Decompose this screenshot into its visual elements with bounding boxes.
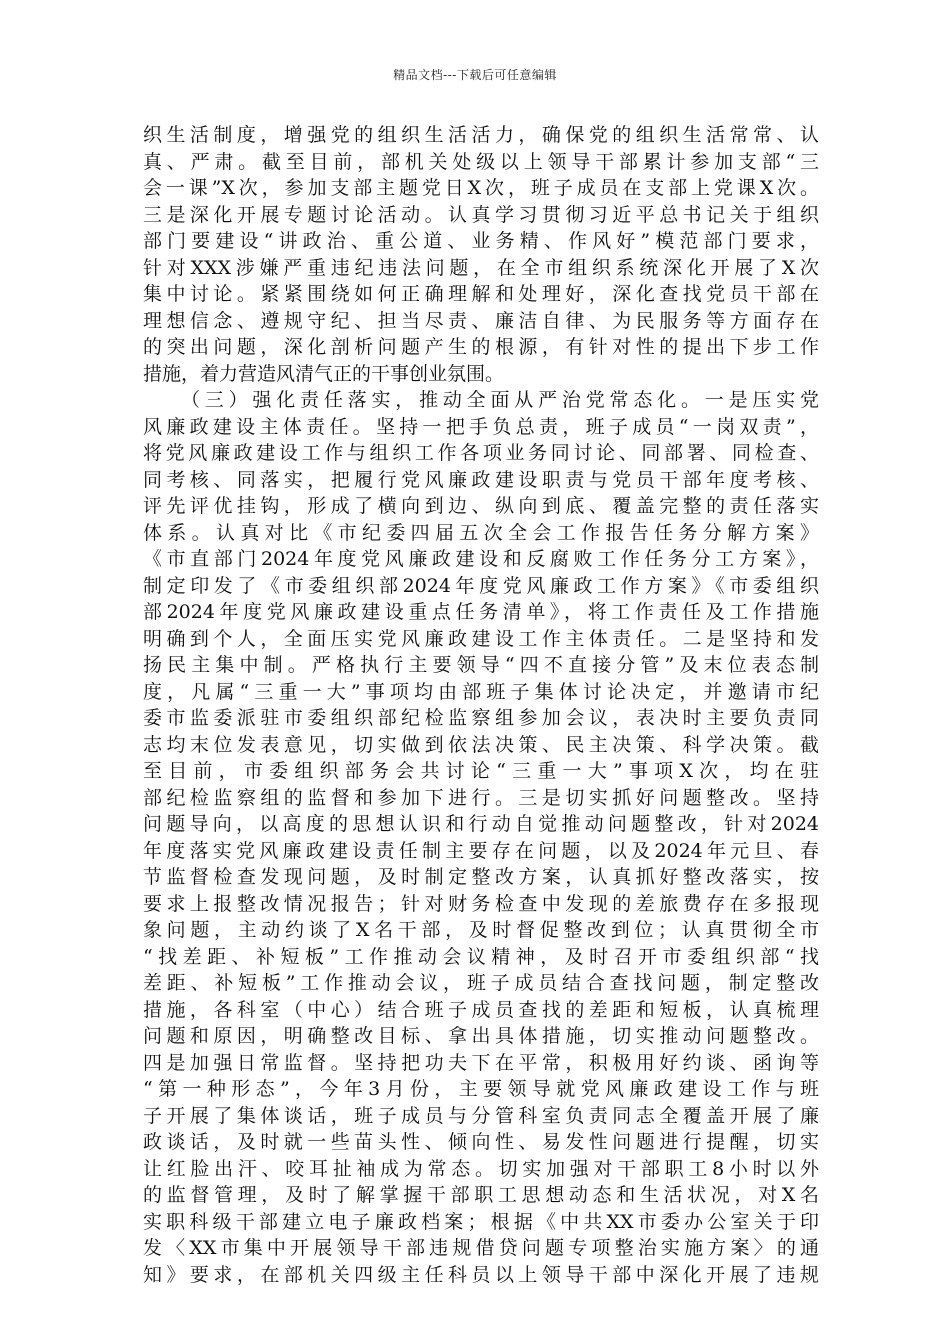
- text-line: 评先评优挂钩，形成了横向到边、纵向到底、覆盖完整的责任落实: [143, 495, 819, 517]
- text-line: 真、严肃。截至目前，部机关处级以上领导干部累计参加支部“三: [143, 150, 819, 173]
- text-line: 同考核、同落实，把履行党风廉政建设职责与党员干部年度考核、: [143, 468, 819, 491]
- text-line: 制定印发了《市委组织部2024年度党风廉政工作方案》《市委组织: [143, 574, 819, 597]
- text-line: 三是深化开展专题讨论活动。认真学习贯彻习近平总书记关于组织: [143, 203, 819, 226]
- text-line: 知》要求，在部机关四级主任科员以上领导干部中深化开展了违规: [143, 1263, 819, 1286]
- text-line: 部纪检监察组的监督和参加下进行。三是切实抓好问题整改。坚持: [143, 786, 819, 809]
- text-line: 年度落实党风廉政建设责任制主要存在问题，以及2024年元旦、春: [143, 839, 819, 862]
- section-heading-line: （三）强化责任落实，推动全面从严治党常态化。一是压实党: [181, 389, 819, 411]
- text-line: 至目前，市委组织部务会共讨论“三重一大”事项X次，均在驻: [143, 760, 819, 782]
- text-line: 针对XXX涉嫌严重违纪违法问题，在全市组织系统深化开展了X次: [143, 256, 819, 279]
- text-line: 问题导向，以高度的思想认识和行动自觉推动问题整改，针对2024: [143, 813, 819, 835]
- text-line: 政谈话，及时就一些苗头性、倾向性、易发性问题进行提醒，切实: [143, 1131, 819, 1153]
- text-line: 将党风廉政建设工作与组织工作各项业务同讨论、同部署、同检查、: [143, 442, 819, 464]
- text-line: “找差距、补短板”工作推动会议精神，及时召开市委组织部“找: [143, 945, 819, 968]
- text-line: 子开展了集体谈话，班子成员与分管科室负责同志全覆盖开展了廉: [143, 1104, 819, 1127]
- text-line: 差距、补短板”工作推动会议，班子成员结合查找问题，制定整改: [143, 972, 819, 994]
- text-line: 部2024年度党风廉政建设重点任务清单》，将工作责任及工作措施: [143, 601, 819, 623]
- text-line: 实职科级干部建立电子廉政档案；根据《中共XX市委办公室关于印: [143, 1210, 819, 1233]
- text-line: “第一种形态”，今年3月份，主要领导就党风廉政建设工作与班: [143, 1078, 819, 1100]
- page-header: 精品文档---下载后可任意编辑: [393, 68, 557, 82]
- text-line: 织生活制度，增强党的组织生活活力，确保党的组织生活常常、认: [143, 124, 819, 146]
- text-line: 问题和原因，明确整改目标、拿出具体措施，切实推动问题整改。: [143, 1025, 819, 1047]
- text-line: 象问题，主动约谈了X名干部，及时督促整改到位；认真贯彻全市: [143, 919, 819, 941]
- text-line: 措施，着力营造风清气正的干事创业氛围。: [143, 362, 505, 385]
- text-line: 节监督检查发现问题，及时制定整改方案，认真抓好整改落实，按: [143, 866, 819, 888]
- text-line: 明确到个人，全面压实党风廉政建设工作主体责任。二是坚持和发: [143, 627, 819, 650]
- text-line: 扬民主集中制。严格执行主要领导“四不直接分管”及末位表态制: [143, 654, 819, 676]
- text-line: 要求上报整改情况报告；针对财务检查中发现的差旅费存在多报现: [143, 892, 819, 915]
- text-line: 发〈XX市集中开展领导干部违规借贷问题专项整治实施方案〉的通: [143, 1237, 819, 1259]
- text-line: 委市监委派驻市委组织部纪检监察组参加会议，表决时主要负责同: [143, 707, 819, 729]
- text-line: 让红脸出汗、咬耳扯袖成为常态。切实加强对干部职工8小时以外: [143, 1157, 819, 1180]
- text-line: 风廉政建设主体责任。坚持一把手负总责，班子成员“一岗双责”，: [143, 415, 819, 438]
- text-line: 志均末位发表意见，切实做到依法决策、民主决策、科学决策。截: [143, 733, 819, 756]
- text-line: 集中讨论。紧紧围绕如何正确理解和处理好，深化查找党员干部在: [143, 283, 819, 305]
- text-line: 的监督管理，及时了解掌握干部职工思想动态和生活状况，对X名: [143, 1184, 819, 1206]
- text-line: 理想信念、遵规守纪、担当尽责、廉洁自律、为民服务等方面存在: [143, 309, 819, 332]
- text-line: 部门要建设“讲政治、重公道、业务精、作风好”模范部门要求，: [143, 230, 819, 252]
- text-line: 措施，各科室（中心）结合班子成员查找的差距和短板，认真梳理: [143, 998, 819, 1021]
- text-line: 会一课”X次，参加支部主题党日X次，班子成员在支部上党课X次。: [143, 177, 819, 199]
- text-line: 体系。认真对比《市纪委四届五次全会工作报告任务分解方案》: [143, 521, 819, 544]
- text-line: 《市直部门2024年度党风廉政建设和反腐败工作任务分工方案》，: [143, 548, 819, 570]
- text-line: 度，凡属“三重一大”事项均由部班子集体讨论决定，并邀请市纪: [143, 680, 819, 703]
- text-line: 的突出问题，深化剖析问题产生的根源，有针对性的提出下步工作: [143, 336, 819, 358]
- body-text: [143, 122, 819, 1288]
- text-line: 四是加强日常监督。坚持把功夫下在平常，积极用好约谈、函询等: [143, 1051, 819, 1074]
